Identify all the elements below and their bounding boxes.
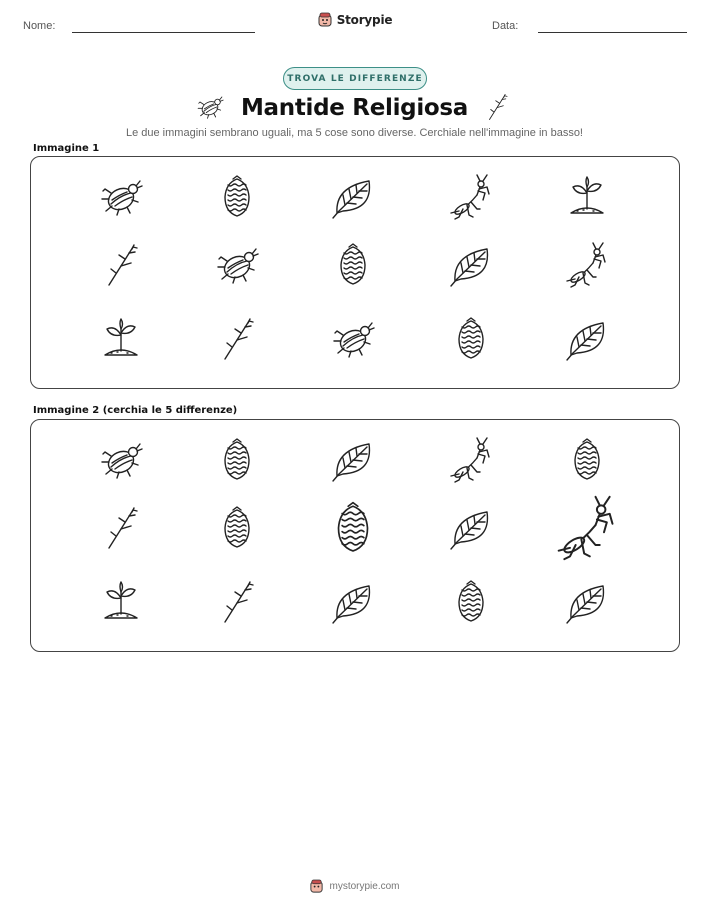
pinecone-icon[interactable]	[324, 499, 382, 557]
pinecone-icon	[447, 315, 495, 363]
sprout-icon[interactable]	[97, 578, 145, 626]
pinecone-icon[interactable]	[447, 578, 495, 626]
image1-label: Immagine 1	[33, 143, 100, 154]
leaf-icon	[563, 315, 611, 363]
twig-icon[interactable]	[97, 504, 145, 552]
activity-badge: TROVA LE DIFFERENZE	[283, 67, 427, 90]
mantis-icon	[447, 173, 495, 221]
beetle-icon	[213, 241, 261, 289]
storypie-mascot-icon	[317, 12, 333, 28]
leaf-icon[interactable]	[329, 578, 377, 626]
beetle-icon	[329, 315, 377, 363]
image2-panel[interactable]	[30, 419, 680, 652]
storypie-mascot-icon	[309, 879, 324, 894]
name-label: Nome:	[23, 20, 56, 32]
twig-icon	[97, 241, 145, 289]
leaf-icon	[447, 241, 495, 289]
pinecone-icon[interactable]	[563, 436, 611, 484]
brand-name: Storypie	[336, 13, 393, 27]
beetle-icon	[195, 92, 227, 124]
mantis-icon	[563, 241, 611, 289]
twig-icon	[482, 92, 514, 124]
name-field[interactable]	[72, 32, 255, 33]
leaf-icon	[329, 173, 377, 221]
beetle-icon	[97, 173, 145, 221]
beetle-icon[interactable]	[97, 436, 145, 484]
twig-icon	[213, 315, 261, 363]
pinecone-icon[interactable]	[213, 504, 261, 552]
leaf-icon[interactable]	[563, 578, 611, 626]
mantis-icon[interactable]	[447, 436, 495, 484]
page-title: Mantide Religiosa	[240, 95, 469, 121]
brand-logo	[0, 12, 709, 28]
twig-icon[interactable]	[213, 578, 261, 626]
image1-panel	[30, 156, 680, 389]
date-field[interactable]	[538, 32, 687, 33]
pinecone-icon	[329, 241, 377, 289]
mantis-icon[interactable]	[553, 494, 621, 562]
leaf-icon[interactable]	[329, 436, 377, 484]
image2-label: Immagine 2 (cerchia le 5 differenze)	[33, 405, 238, 416]
title-row	[0, 90, 709, 126]
leaf-icon[interactable]	[447, 504, 495, 552]
sprout-icon	[97, 315, 145, 363]
pinecone-icon	[213, 173, 261, 221]
instructions: Le due immagini sembrano uguali, ma 5 cose sono diverse. Cerchiale nell'immagine in basso!	[125, 127, 583, 139]
sprout-icon	[563, 173, 611, 221]
footer-url: mystorypie.com	[329, 881, 400, 892]
date-label: Data:	[492, 20, 519, 32]
pinecone-icon[interactable]	[213, 436, 261, 484]
footer	[0, 879, 709, 894]
